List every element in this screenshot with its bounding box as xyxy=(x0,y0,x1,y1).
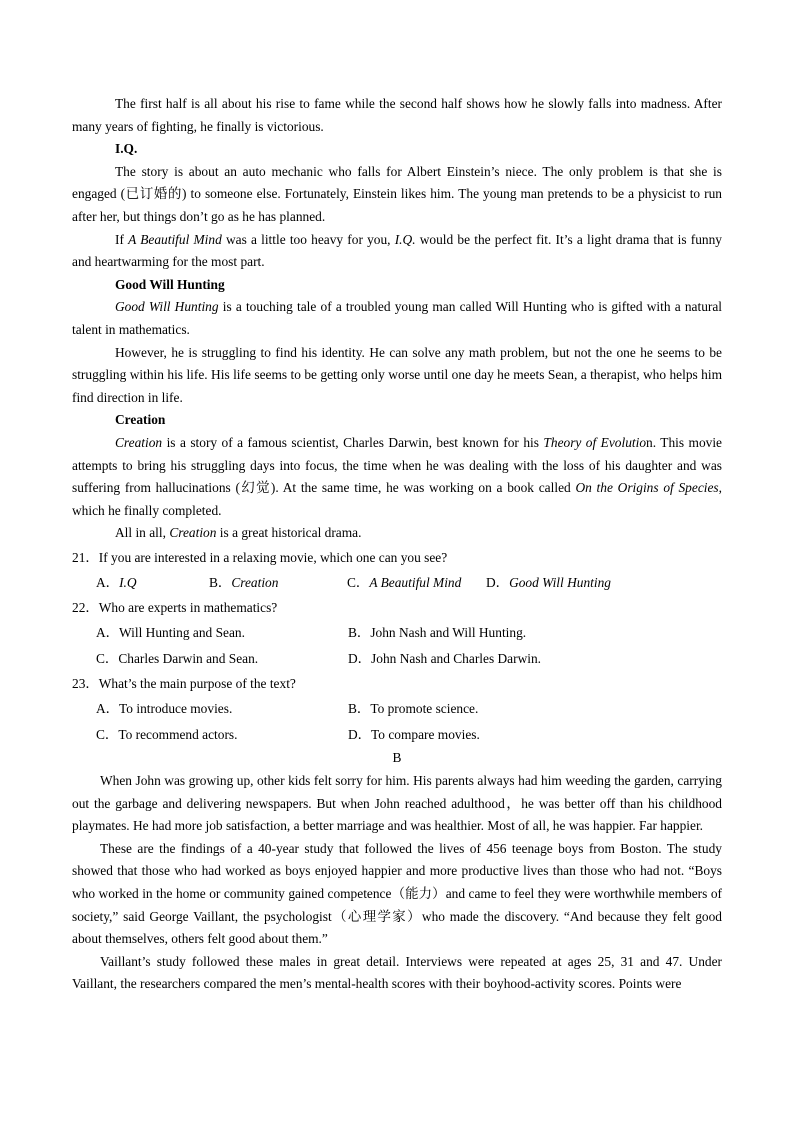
option-d: D．To compare movies. xyxy=(348,726,480,742)
option-b: B．To promote science. xyxy=(348,701,479,717)
question-22 xyxy=(72,595,722,671)
question-stem: 22．Who are experts in mathematics? xyxy=(72,600,278,616)
heading-good-will-hunting: Good Will Hunting xyxy=(115,276,225,292)
paragraph-creation-summary: All in all, Creation is a great historical drama. xyxy=(115,525,362,541)
heading-creation: Creation xyxy=(115,412,166,428)
option-d: D．John Nash and Charles Darwin. xyxy=(348,650,542,666)
options-row xyxy=(72,646,722,672)
title-good-will-hunting: Good Will Hunting xyxy=(115,299,219,315)
options-row xyxy=(72,696,722,722)
option-d: D．Good Will Hunting xyxy=(486,574,611,590)
option-b: B．Creation xyxy=(209,574,279,590)
paragraph-beautiful-mind-summary: The first half is all about his rise to fame while the second half shows how he slowly falls into madness. After many years of fighting, he finally is victorious. xyxy=(72,96,722,134)
options-row xyxy=(72,570,722,596)
option-c: C．A Beautiful Mind xyxy=(347,574,462,590)
option-c: C．To recommend actors. xyxy=(96,726,238,742)
paragraph-vaillant-study: Vaillant’s study followed these males in great detail. Interviews were repeated at ages 25, 31 and 47. Under Vaillant, the researchers compared the men’s mental-health scores with their boyhood-activity scores. Points were xyxy=(72,953,722,992)
title-creation: Creation xyxy=(115,434,163,450)
title-a-beautiful-mind: A Beautiful Mind xyxy=(128,231,222,247)
title-theory-of-evolution: Theory of Evolutio xyxy=(543,434,647,450)
question-stem: 23．What’s the main purpose of the text? xyxy=(72,676,296,692)
option-a: A．I.Q xyxy=(96,574,137,590)
option-c: C．Charles Darwin and Sean. xyxy=(96,650,259,666)
options-row xyxy=(72,722,722,748)
option-b: B．John Nash and Will Hunting. xyxy=(348,625,527,641)
option-a: A．To introduce movies. xyxy=(96,701,233,717)
title-iq: I.Q. xyxy=(394,231,416,247)
options-row xyxy=(72,620,722,646)
heading-iq: I.Q. xyxy=(115,141,138,157)
paragraph-gwh-identity: However, he is struggling to find his identity. He can solve any math problem, but not the one he seems to be struggling within his life. His life seems to be getting only worse until one day he meets Sean, a therapist, who helps him find direction in life. xyxy=(72,344,722,405)
paragraph-gwh-tale: Good Will Hunting is a touching tale of a troubled young man called Will Hunting who is gifted with a natural talent in mathematics. xyxy=(72,299,723,337)
question-stem: 21．If you are interested in a relaxing movie, which one can you see? xyxy=(72,549,448,565)
option-a: A．Will Hunting and Sean. xyxy=(96,625,245,641)
paragraph-iq-story: The story is about an auto mechanic who falls for Albert Einstein’s niece. The only problem is that she is engaged (已订婚的) to someone else. Fortunately, Einstein likes him. The young man pretends to be a physicist to run after her, but things don’t go as he has planned. xyxy=(72,163,722,224)
title-origins-of-species: On the Origins of Species xyxy=(575,480,719,496)
question-21 xyxy=(72,545,722,596)
document-page xyxy=(72,93,722,996)
paragraph-study-findings: These are the findings of a 40-year study that followed the lives of 456 teenage boys from Boston. The study showed that those who had worked as boys enjoyed happier and more productive lives than those who had not. “Boys who worked in the home or community gained competence（能力）and came to feel they were worthwhile members of society,” said George Vaillant, the psychologist（心理学家）who made the discovery. “And because they felt good about themselves, others felt good about them.” xyxy=(72,840,722,947)
paragraph-iq-fit: If A Beautiful Mind was a little too heavy for you, I.Q. would be the perfect fit. It’s a light drama that is funny and heartwarming for the most part. xyxy=(72,231,722,270)
title-creation: Creation xyxy=(169,525,217,541)
paragraph-creation-story: Creation is a story of a famous scientist, Charles Darwin, best known for his Theory of Evolution. This movie attempts to bring his struggling days into focus, the time when he was dealing with the loss of his daughter and was suffering from hallucinations (幻觉). At the same time, he was working on a book called On the Origins of Species, which he finally completed. xyxy=(72,434,722,518)
question-23 xyxy=(72,671,722,747)
section-label-b: B xyxy=(392,750,402,766)
paragraph-john-childhood: When John was growing up, other kids felt sorry for him. His parents always had him weeding the garden, carrying out the garbage and delivering newspapers. But when John reached adulthood，he was better off than his childhood playmates. He had more job satisfaction, a better marriage and was healthier. Most of all, he was happier. Far happier. xyxy=(72,772,722,834)
